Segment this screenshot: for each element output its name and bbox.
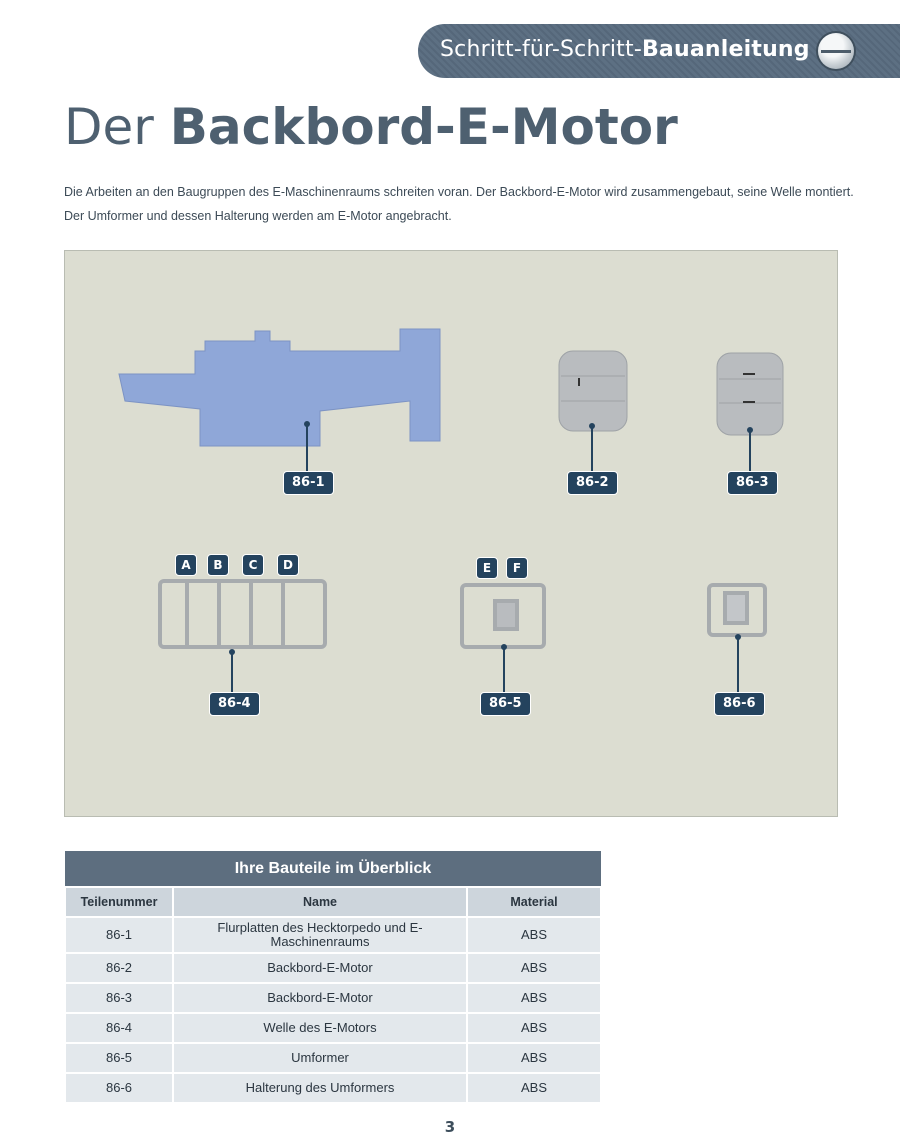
part-number-cell: 86-5 [65, 1043, 173, 1073]
floor-plate-part [119, 329, 440, 446]
material-cell: ABS [467, 983, 601, 1013]
table-row [65, 1073, 601, 1103]
parts-illustration [65, 251, 839, 818]
intro-text: Die Arbeiten an den Baugruppen des E-Maschinenraums schreiten voran. Der Backbord-E-Motor wird zusammengebaut, seine Welle montiert. Der Umformer und dessen Halterung werden am E-Motor angebracht. [64, 185, 854, 223]
table-row [65, 917, 601, 953]
leader-line [306, 424, 308, 471]
part-number-cell: 86-4 [65, 1013, 173, 1043]
part-number-cell: 86-6 [65, 1073, 173, 1103]
letter-label-a: A [175, 554, 197, 576]
part-name-cell: Welle des E-Motors [173, 1013, 467, 1043]
table-row [65, 1013, 601, 1043]
letter-label-b: B [207, 554, 229, 576]
part-label-86-3: 86-3 [727, 471, 778, 495]
leader-line [591, 426, 593, 471]
table-row [65, 953, 601, 983]
letter-label-e: E [476, 557, 498, 579]
letter-label-d: D [277, 554, 299, 576]
part-label-86-1: 86-1 [283, 471, 334, 495]
leader-line [737, 637, 739, 692]
part-label-86-6: 86-6 [714, 692, 765, 716]
letter-label-c: C [242, 554, 264, 576]
part-label-86-5: 86-5 [480, 692, 531, 716]
part-number-cell: 86-1 [65, 917, 173, 953]
part-number-cell: 86-3 [65, 983, 173, 1013]
bracket-sprue [709, 585, 765, 635]
leader-line [749, 430, 751, 471]
parts-photo [64, 250, 838, 817]
leader-line [503, 647, 505, 692]
page-number: 3 [444, 1118, 456, 1136]
converter-sprue [462, 585, 544, 647]
part-name-cell: Umformer [173, 1043, 467, 1073]
series-title: Schritt-für-Schritt-Bauanleitung [440, 37, 810, 62]
material-cell: ABS [467, 1073, 601, 1103]
page-title: Der Backbord-E-Motor [64, 98, 678, 156]
shaft-sprue [160, 581, 325, 647]
material-cell: ABS [467, 1013, 601, 1043]
parts-table [64, 851, 602, 1104]
part-label-86-4: 86-4 [209, 692, 260, 716]
part-label-86-2: 86-2 [567, 471, 618, 495]
diving-helmet-icon [818, 33, 854, 69]
motor-part-a [559, 351, 627, 431]
leader-line [231, 652, 233, 692]
material-cell: ABS [467, 917, 601, 953]
material-cell: ABS [467, 1043, 601, 1073]
column-header-name: Name [173, 887, 467, 917]
table-caption: Ihre Bauteile im Überblick [65, 851, 601, 887]
motor-part-b [717, 353, 783, 435]
series-banner [418, 24, 900, 78]
part-name-cell: Halterung des Umformers [173, 1073, 467, 1103]
table-row [65, 983, 601, 1013]
part-name-cell: Backbord-E-Motor [173, 953, 467, 983]
material-cell: ABS [467, 953, 601, 983]
part-number-cell: 86-2 [65, 953, 173, 983]
part-name-cell: Backbord-E-Motor [173, 983, 467, 1013]
table-row [65, 1043, 601, 1073]
part-name-cell: Flurplatten des Hecktorpedo und E-Maschinenraums [173, 917, 467, 953]
column-header-part-number: Teilenummer [65, 887, 173, 917]
column-header-material: Material [467, 887, 601, 917]
letter-label-f: F [506, 557, 528, 579]
